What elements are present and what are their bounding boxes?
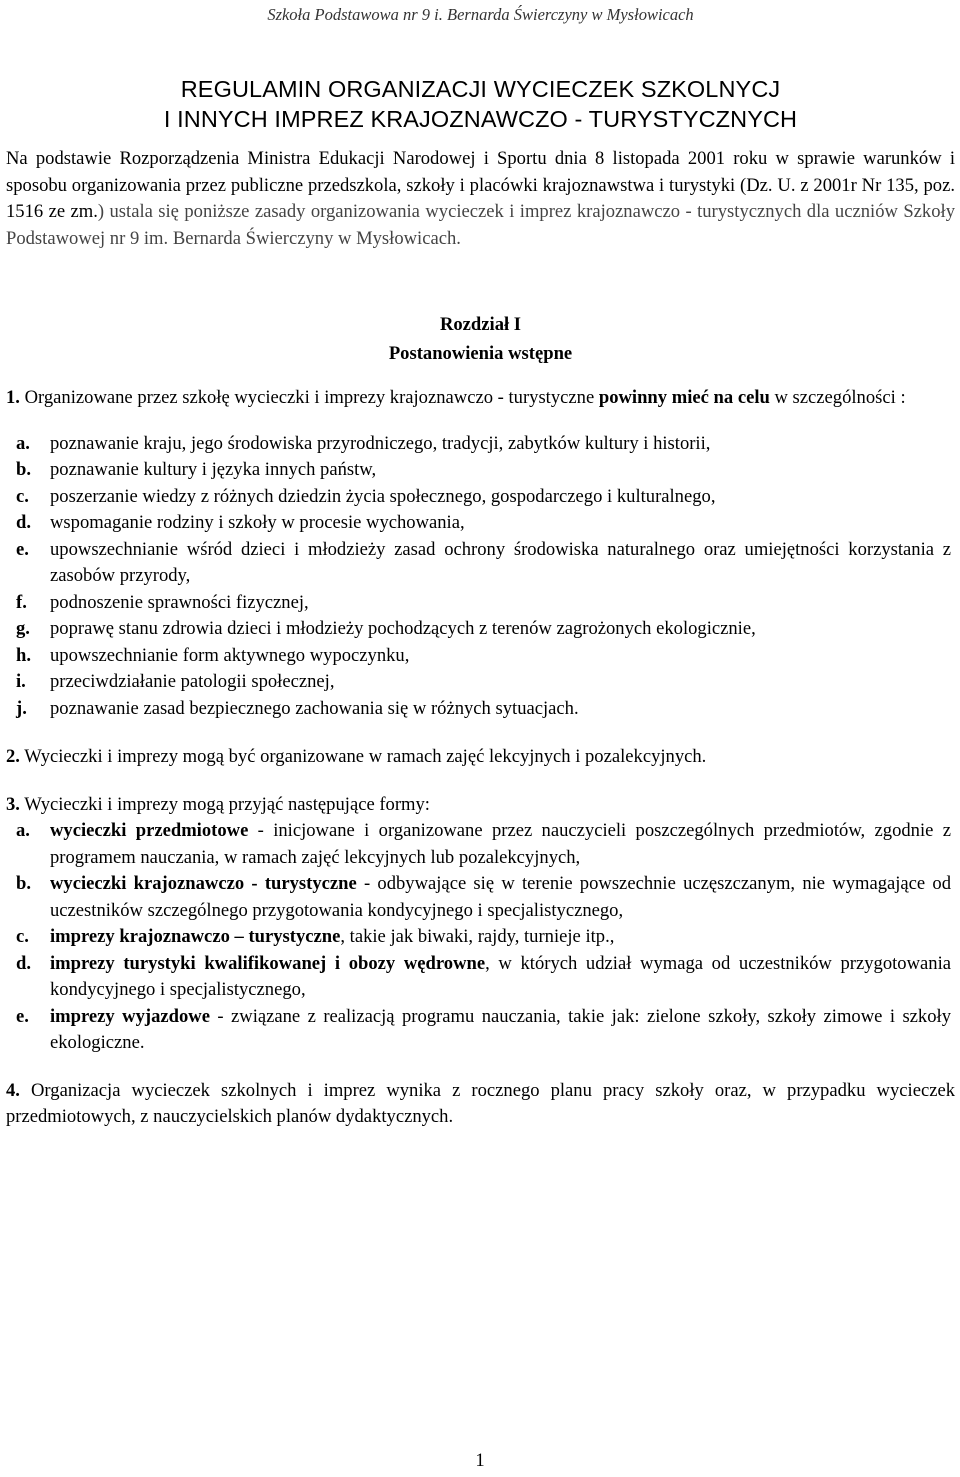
item-label: g. [16,618,30,639]
item-rest: , takie jak biwaki, rajdy, turnieje itp., [340,926,615,947]
list-item [6,484,955,511]
list-item [6,431,955,458]
point-4-number: 4. [6,1079,20,1101]
intro-part-2: ) ustala się poniższe zasady organizowania wycieczek i imprez krajoznawczo - turystycznych dla uczniów Szkoły Podstawowej nr 9 im. Bernarda Świerczyny w Mysłowicach. [6,201,955,249]
item-label: j. [16,697,27,719]
chapter-heading [6,310,955,368]
item-text: poznawanie zasad bezpiecznego zachowania się w różnych sytuacjach. [50,697,579,719]
item-label: i. [16,671,26,692]
item-text: poznawanie kraju, jego środowiska przyrodniczego, tradycji, zabytków kultury i historii, [50,432,711,454]
point-4-text: Organizacja wycieczek szkolnych i imprez wynika z rocznego planu pracy szkoły oraz, w przypadku wycieczek przedmiotowych, z nauczycielskich planów dydaktycznych. [6,1079,955,1127]
item-bold: imprezy krajoznawczo – turystyczne [50,926,341,947]
list-item [6,951,955,1004]
item-bold: wycieczki przedmiotowe [50,820,249,841]
title-line-1: REGULAMIN ORGANIZACJI WYCIECZEK SZKOLNYCJ [180,76,781,102]
list-item [6,871,955,924]
point-1-number: 1. [6,387,20,408]
item-text: poszerzanie wiedzy z różnych dziedzin życia społecznego, gospodarczego i kulturalnego, [50,485,716,507]
item-text [50,924,955,951]
point-1 [6,385,955,412]
list-item [6,510,955,537]
point-4 [6,1078,955,1131]
document-title [6,74,955,134]
item-label: b. [16,459,31,480]
item-text [50,951,955,1004]
item-label: e. [16,1005,29,1027]
item-text: upowszechnianie form aktywnego wypoczynku, [50,644,410,666]
point-3-list [6,818,955,1057]
point-3-text: Wycieczki i imprezy mogą przyjąć następujące formy: [19,793,430,815]
chapter-number: Rozdział I [439,314,522,335]
list-item [6,457,955,484]
item-text: poprawę stanu zdrowia dzieci i młodzieży pochodzących z terenów zagrożonych ekologicznie, [50,618,756,639]
point-3-number: 3. [6,793,20,815]
item-label: d. [16,952,31,974]
list-item [6,696,955,723]
list-item [6,924,955,951]
list-item [6,818,955,871]
item-label: h. [16,644,31,666]
page-header: Szkoła Podstawowa nr 9 i. Bernarda Świerczyny w Mysłowicach [267,5,694,24]
item-label: f. [16,591,27,613]
item-rest: , w których udział wymaga od uczestników przygotowania kondycyjnego i specjalistycznego, [50,952,951,1000]
item-rest: - inicjowane i organizowane przez nauczycieli poszczególnych przedmiotów, zgodnie z programem nauczania, w ramach zajęć lekcyjnych lub pozalekcyjnych, [50,820,951,868]
intro-paragraph [6,146,955,252]
point-2-text: Wycieczki i imprezy mogą być organizowane w ramach zajęć lekcyjnych i pozalekcyjnych. [19,746,707,767]
list-item [6,590,955,617]
point-1-bold: powinny mieć na celu [598,387,770,408]
chapter-name: Postanowienia wstępne [388,343,573,364]
list-item [6,1004,955,1057]
item-text: upowszechnianie wśród dzieci i młodzieży zasad ochrony środowiska naturalnego oraz umiejętności korzystania z zasobów przyrody, [50,538,951,586]
item-label: e. [16,538,29,560]
point-2-number: 2. [6,746,20,767]
point-1-text-2: w szczególności : [769,387,906,408]
item-bold: imprezy turystyki kwalifikowanej i obozy wędrowne [50,952,486,974]
intro-part-1: Na podstawie Rozporządzenia Ministra Edukacji Narodowej i Sportu dnia 8 listopada 2001 roku w sprawie warunków i sposobu organizowania przez publiczne przedszkola, szkoły i placówki krajoznawstwa i turystyki (Dz. U. z 2001r Nr 135, poz. 1516 ze zm. [6,148,955,222]
item-bold: imprezy wyjazdowe [50,1005,210,1027]
item-label: a. [16,820,30,841]
item-text [50,1004,955,1057]
item-text [50,818,955,871]
item-label: d. [16,512,31,533]
point-1-text: Organizowane przez szkołę wycieczki i imprezy krajoznawczo - turystyczne [19,387,599,408]
point-1-list [6,431,955,723]
item-text: poznawanie kultury i języka innych państw, [50,459,377,480]
point-3 [6,792,955,819]
item-text: wspomaganie rodziny i szkoły w procesie wychowania, [50,512,465,533]
item-label: a. [16,432,30,454]
title-line-2: I INNYCH IMPREZ KRAJOZNAWCZO - TURYSTYCZNYCH [163,106,798,132]
item-rest: - odbywające się w terenie powszechnie uczęszczanym, nie wymagające od uczestników szczególnego przygotowania kondycyjnego i specjalistycznego, [50,873,952,921]
list-item [6,537,955,590]
item-text: podnoszenie sprawności fizycznej, [50,591,309,613]
page-number: 1 [475,1450,485,1471]
list-item [6,643,955,670]
list-item [6,669,955,696]
item-rest: - związane z realizacją programu nauczania, takie jak: zielone szkoły, szkoły zimowe i szkoły ekologiczne. [50,1005,951,1053]
item-text: przeciwdziałanie patologii społecznej, [50,671,335,692]
item-bold: wycieczki krajoznawczo - turystyczne [50,873,357,894]
item-text [50,871,955,924]
item-label: c. [16,485,29,507]
list-item [6,616,955,643]
item-label: c. [16,926,29,947]
point-2 [6,744,955,771]
item-label: b. [16,873,31,894]
